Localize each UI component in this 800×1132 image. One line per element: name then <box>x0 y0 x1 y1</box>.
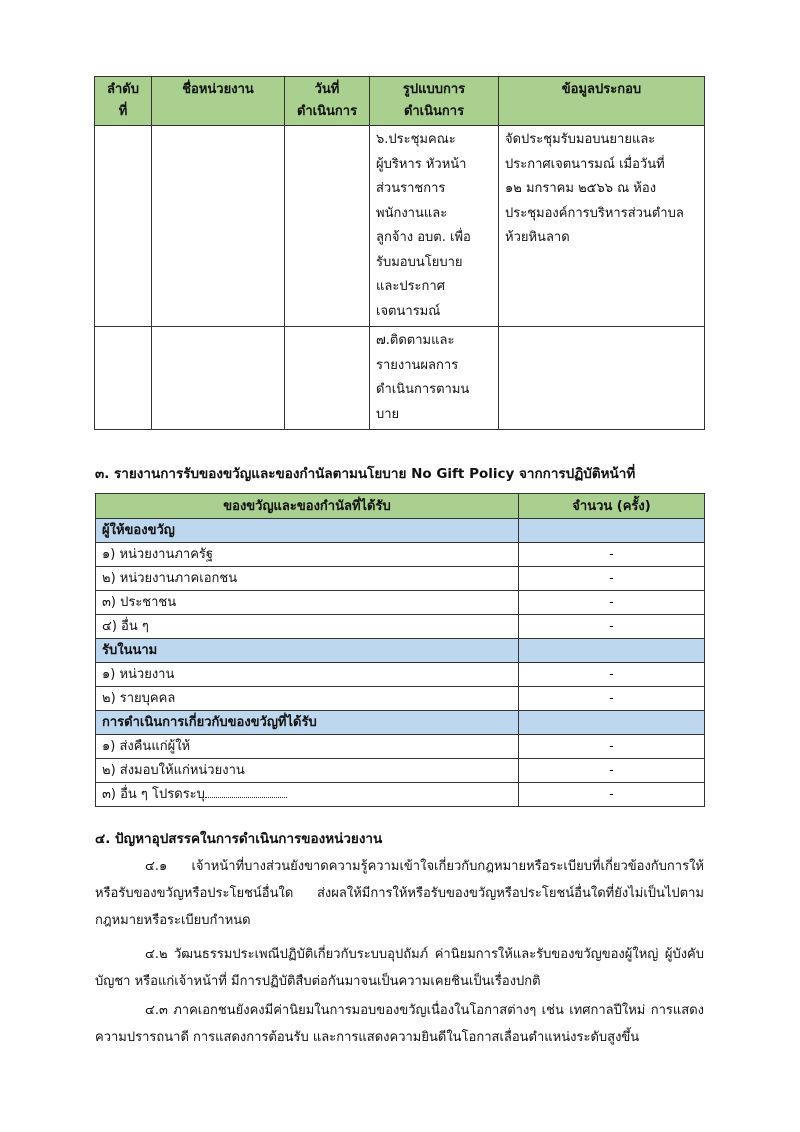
item-label: ๑) หน่วยงานภาครัฐ <box>96 543 519 567</box>
header-no: ลำดับ ที่ <box>95 77 152 126</box>
header-gift: ของขวัญและของกำนัลที่ได้รับ <box>96 494 519 519</box>
item-count: - <box>519 735 705 759</box>
header-format: รูปแบบการ ดำเนินการ <box>370 77 499 126</box>
cell-date <box>285 126 370 327</box>
cell-info <box>499 327 705 430</box>
group-count <box>519 519 705 543</box>
activities-table-header <box>95 77 705 126</box>
table-row <box>95 327 705 430</box>
table-row <box>96 759 705 783</box>
item-count: - <box>519 687 705 711</box>
item-label: ๔) อื่น ๆ <box>96 615 519 639</box>
table-row <box>96 543 705 567</box>
section3-title: ๓. รายงานการรับของขวัญและของกำนัลตามนโยบาย No Gift Policy จากการปฏิบัติหน้าที่ <box>95 466 636 482</box>
group-row-handling <box>96 711 705 735</box>
table-row <box>96 567 705 591</box>
table-row <box>96 687 705 711</box>
gift-table-header <box>96 494 705 519</box>
cell-no <box>95 126 152 327</box>
group-row-received-as <box>96 639 705 663</box>
table-row <box>95 126 705 327</box>
header-agency: ชื่อหน่วยงาน <box>152 77 285 126</box>
item-label: ๑) ส่งคืนแก่ผู้ให้ <box>96 735 519 759</box>
header-count: จำนวน (ครั้ง) <box>519 494 705 519</box>
paragraph-4-1: ๔.๑ เจ้าหน้าที่บางส่วนยังขาดความรู้ความเข้าใจเกี่ยวกับกฎหมายหรือระเบียบที่เกี่ยวข้องกับการให้หรือรับของขวัญหรือประโยชน์อื่นใด ส่งผลให้มีการให้หรือรับของขวัญหรือประโยชน์อื่นใดที่ยังไม่เป็นไปตามกฎหมายหรือระเบียบกำหนด <box>95 859 704 928</box>
cell-agency <box>152 126 285 327</box>
item-count: - <box>519 783 705 807</box>
item-label: ๓) อื่น ๆ โปรดระบุ <box>102 787 205 802</box>
item-count: - <box>519 663 705 687</box>
gift-report-table <box>95 493 705 807</box>
item-count: - <box>519 759 705 783</box>
cell-format: ๖.ประชุมคณะ ผู้บริหาร หัวหน้า ส่วนราชการ พนักงานและ ลูกจ้าง อบต. เพื่อ รับมอบนโยบาย และประกาศ เจตนารมณ์ <box>370 126 499 327</box>
item-label: ๓) ประชาชน <box>96 591 519 615</box>
item-label-cell <box>96 783 519 807</box>
item-count: - <box>519 567 705 591</box>
table-row <box>96 615 705 639</box>
cell-agency <box>152 327 285 430</box>
group-title: รับในนาม <box>96 639 519 663</box>
table-row <box>96 735 705 759</box>
cell-info: จัดประชุมรับมอบนยายและ ประกาศเจตนารมณ์ เมื่อวันที่ ๑๒ มกราคม ๒๕๖๖ ณ ห้อง ประชุมองค์การบริหารส่วนตำบล ห้วยหินลาด <box>499 126 705 327</box>
activities-table <box>94 76 705 430</box>
cell-format: ๗.ติดตามและ รายงานผลการ ดำเนินการตามน บาย <box>370 327 499 430</box>
header-info: ข้อมูลประกอบ <box>499 77 705 126</box>
item-label: ๑) หน่วยงาน <box>96 663 519 687</box>
item-label: ๒) รายบุคคล <box>96 687 519 711</box>
group-count <box>519 639 705 663</box>
item-count: - <box>519 591 705 615</box>
header-date: วันที่ ดำเนินการ <box>285 77 370 126</box>
group-title: ผู้ให้ของขวัญ <box>96 519 519 543</box>
item-count: - <box>519 615 705 639</box>
item-label: ๒) ส่งมอบให้แก่หน่วยงาน <box>96 759 519 783</box>
cell-date <box>285 327 370 430</box>
section4-title: ๔. ปัญหาอุปสรรคในการดำเนินการของหน่วยงาน <box>95 831 383 847</box>
group-row-giver <box>96 519 705 543</box>
paragraph-4-2: ๔.๒ วัฒนธรรมประเพณีปฏิบัติเกี่ยวกับระบบอุปถัมภ์ ค่านิยมการให้และรับของขวัญของผู้ใหญ่ ผู้บังคับบัญชา หรือแก่เจ้าหน้าที่ มีการปฏิบัติสืบต่อกันมาจนเป็นความเคยชินเป็นเรื่องปกติ <box>95 947 704 989</box>
group-title: การดำเนินการเกี่ยวกับของขวัญที่ได้รับ <box>96 711 519 735</box>
item-count: - <box>519 543 705 567</box>
item-label: ๒) หน่วยงานภาคเอกชน <box>96 567 519 591</box>
table-row <box>96 591 705 615</box>
paragraph-4-3: ๔.๓ ภาคเอกชนยังคงมีค่านิยมในการมอบของขวัญเนื่องในโอกาสต่างๆ เช่น เทศกาลปีใหม่ การแสดงความปรารถนาดี การแสดงการต้อนรับ และการแสดงความยินดีในโอกาสเลื่อนตำแหน่งระดับสูงขึ้น <box>95 1003 704 1045</box>
table-row <box>96 783 705 807</box>
group-count <box>519 711 705 735</box>
table-row <box>96 663 705 687</box>
dotted-fill-line <box>205 797 287 798</box>
cell-no <box>95 327 152 430</box>
